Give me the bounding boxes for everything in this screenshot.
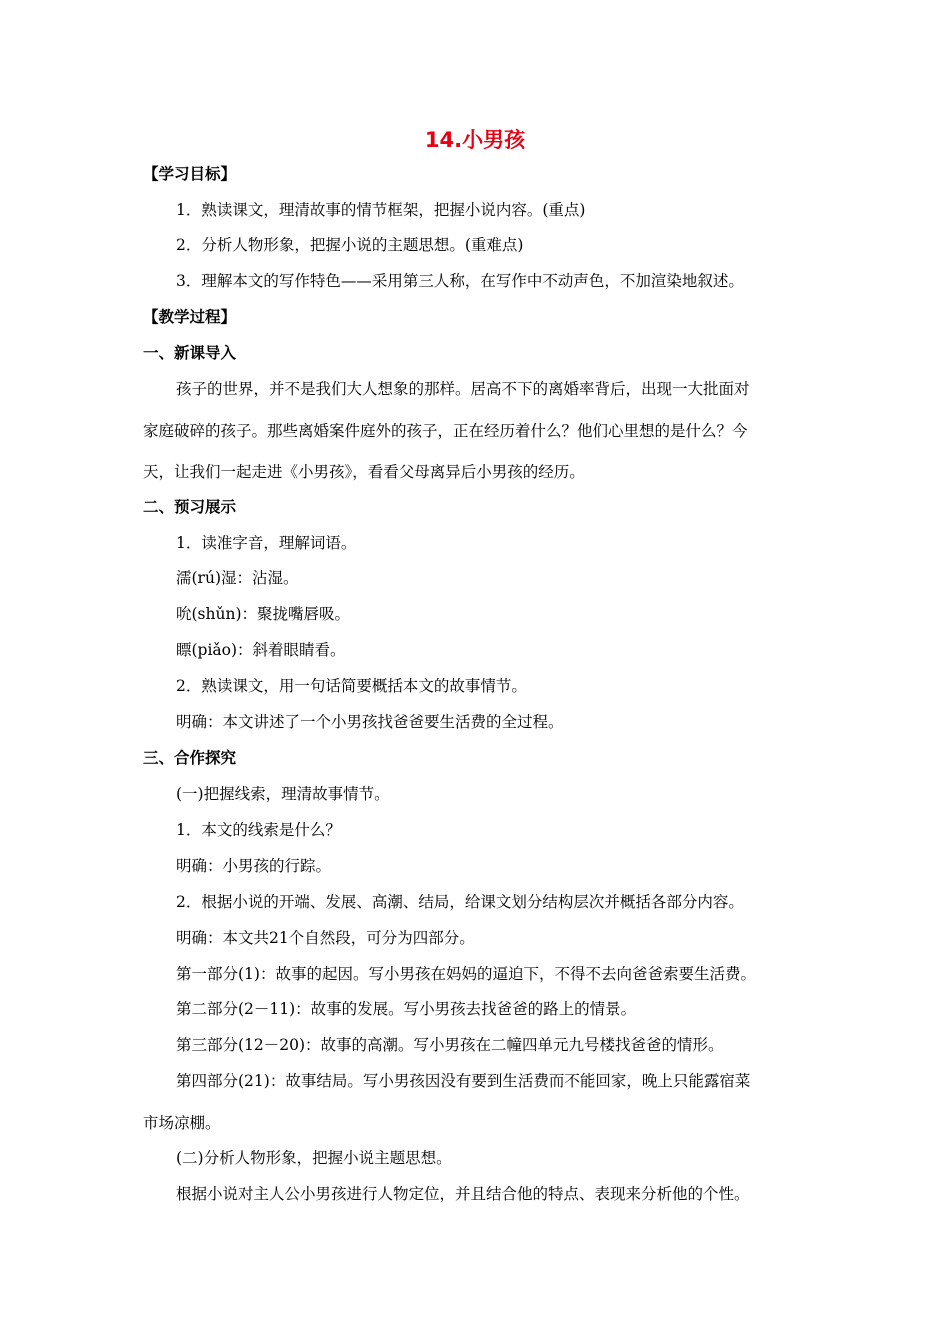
preview-line: 明确：本文讲述了一个小男孩找爸爸要生活费的全过程。 — [176, 713, 564, 731]
explore-line: 第三部分(12－20)：故事的高潮。写小男孩在二幢四单元九号楼找爸爸的情形。 — [176, 1036, 724, 1054]
document-title: 14.小男孩 — [424, 128, 526, 152]
part3-heading: 三、合作探究 — [143, 749, 237, 767]
explore-line: 市场凉棚。 — [143, 1114, 221, 1132]
part2-heading: 二、预习展示 — [143, 498, 237, 516]
goal-item: 1．熟读课文，理清故事的情节框架，把握小说内容。(重点) — [176, 201, 586, 219]
goal-item: 3．理解本文的写作特色——采用第三人称，在写作中不动声色，不加渲染地叙述。 — [176, 272, 744, 290]
explore-line: (一)把握线索，理清故事情节。 — [176, 785, 390, 803]
preview-line: 瞟(piǎo)：斜着眼睛看。 — [176, 641, 346, 659]
explore-line: 明确：小男孩的行踪。 — [176, 857, 332, 875]
intro-line: 天，让我们一起走进《小男孩》，看看父母离异后小男孩的经历。 — [143, 463, 585, 481]
process-heading: 【教学过程】 — [143, 308, 237, 326]
preview-line: 1．读准字音，理解词语。 — [176, 534, 357, 552]
goal-item: 2．分析人物形象，把握小说的主题思想。(重难点) — [176, 236, 524, 254]
explore-line: 第二部分(2－11)：故事的发展。写小男孩去找爸爸的路上的情景。 — [176, 1000, 637, 1018]
goals-heading: 【学习目标】 — [143, 165, 237, 183]
intro-line: 家庭破碎的孩子。那些离婚案件庭外的孩子，正在经历着什么？他们心里想的是什么？今 — [143, 422, 748, 440]
intro-line: 孩子的世界，并不是我们大人想象的那样。居高不下的离婚率背后，出现一大批面对 — [176, 380, 750, 398]
explore-line: 根据小说对主人公小男孩进行人物定位，并且结合他的特点、表现来分析他的个性。 — [176, 1185, 750, 1203]
explore-line: 明确：本文共21个自然段，可分为四部分。 — [176, 929, 475, 947]
explore-line: 2．根据小说的开端、发展、高潮、结局，给课文划分结构层次并概括各部分内容。 — [176, 893, 744, 911]
explore-line: 第四部分(21)：故事结局。写小男孩因没有要到生活费而不能回家，晚上只能露宿菜 — [176, 1072, 751, 1090]
explore-line: (二)分析人物形象，把握小说主题思想。 — [176, 1149, 452, 1167]
preview-line: 濡(rú)湿：沾湿。 — [176, 569, 299, 587]
part1-heading: 一、新课导入 — [143, 344, 237, 362]
explore-line: 1．本文的线索是什么？ — [176, 821, 341, 839]
preview-line: 吮(shǔn)：聚拢嘴唇吸。 — [176, 605, 350, 623]
preview-line: 2．熟读课文，用一句话简要概括本文的故事情节。 — [176, 677, 527, 695]
explore-line: 第一部分(1)：故事的起因。写小男孩在妈妈的逼迫下，不得不去向爸爸索要生活费。 — [176, 965, 756, 983]
